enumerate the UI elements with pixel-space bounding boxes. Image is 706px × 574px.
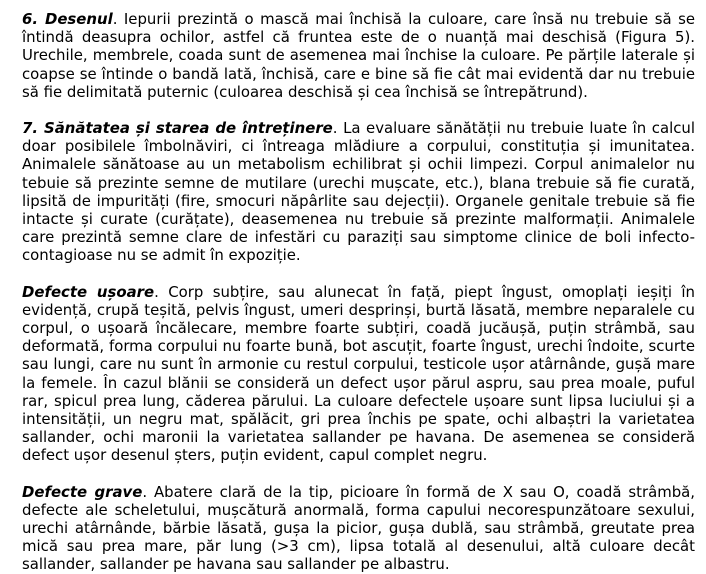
paragraph-defecte-grave — [22, 483, 695, 574]
paragraph-desenul — [22, 10, 695, 101]
paragraph-text: . Abatere clară de la tip, picioare în formă de X sau O, coadă strâmbă, defecte ale scheletului, mușcătură anormală, forma capului necorespunzătoare sexului, urechi atârnânde, bărbie lăsată, gușa la picior, gușa dublă, sau strâmbă, greutate prea mică sau prea mare, păr lung (>3 cm), lipsa totală al desenului, altă culoare decât sallander, sallander pe havana sau sallander pe albastru. — [22, 482, 696, 574]
paragraph-text: . La evaluare sănătății nu trebuie luate în calcul doar posibilele îmbolnăviri, ci întreaga mlădiure a corpului, constituția și imunitatea. Animalele sănătoase au un metabolism echilibrat și ochii limpezi. Corpul animalelor nu tebuie să prezinte semne de mutilare (urechi mușcate, etc.), blana trebuie să fie curată, lipsită de impurități (fire, smocuri năpârlite sau dejecții). Organele genitale trebuie să fie intacte și curate (curățate), deasemenea nu trebuie să prezinte malformații. Animalele care prezintă semne clare de infestări cu paraziți sau simptome clinice de boli infecto-contagioase nu se admit în expoziție. — [22, 119, 695, 265]
paragraph-heading: Defecte ușoare — [22, 282, 155, 301]
paragraph-heading: Defecte grave — [22, 482, 143, 501]
paragraph-defecte-usoare — [22, 283, 695, 465]
paragraph-heading: 7. Sănătatea și starea de întreținere — [22, 119, 333, 138]
paragraph-sanatatea — [22, 119, 695, 265]
paragraph-text: . Corp subțire, sau alunecat în față, piept îngust, omoplați ieșiți în evidență, crupă teșită, pelvis îngust, umeri desprinși, burtă lăsată, membre neparalele cu corpul, o ușoară încălecare, membre foarte subțiri, coadă jucăușă, puțin strâmbă, sau deformată, forma corpului nu foarte bună, bot ascuțit, foarte îngust, urechi îndoite, scurte sau lungi, care nu sunt în armonie cu restul corpului, testicole ușor atârnânde, gușă mare la femele. În cazul blănii se consideră un defect ușor părul aspru, sau prea moale, puful rar, spicul prea lung, căderea părului. La culoare defectele ușoare sunt lipsa luciului și a intensității, un negru mat, spălăcit, gri prea închis pe spate, ochi albaștri la varietatea sallander, ochi maronii la varietatea sallander pe havana. De asemenea se consideră defect ușor desenul șters, puțin evident, capul complet negru. — [22, 282, 695, 465]
paragraph-text: . Iepurii prezintă o mască mai închisă la culoare, care însă nu trebuie să se întindă deasupra ochilor, astfel că fruntea este de o nuanță mai deschisă (Figura 5). Urechile, membrele, coada sunt de asemenea mai închise la culoare. Pe părțile laterale și coapse se întinde o bandă lată, închisă, care e bine să fie cât mai evidentă dar nu trebuie să fie delimitată puternic (culoarea deschisă și cea închisă se întrepătrund). — [22, 10, 695, 101]
paragraph-heading: 6. Desenul — [22, 10, 113, 28]
